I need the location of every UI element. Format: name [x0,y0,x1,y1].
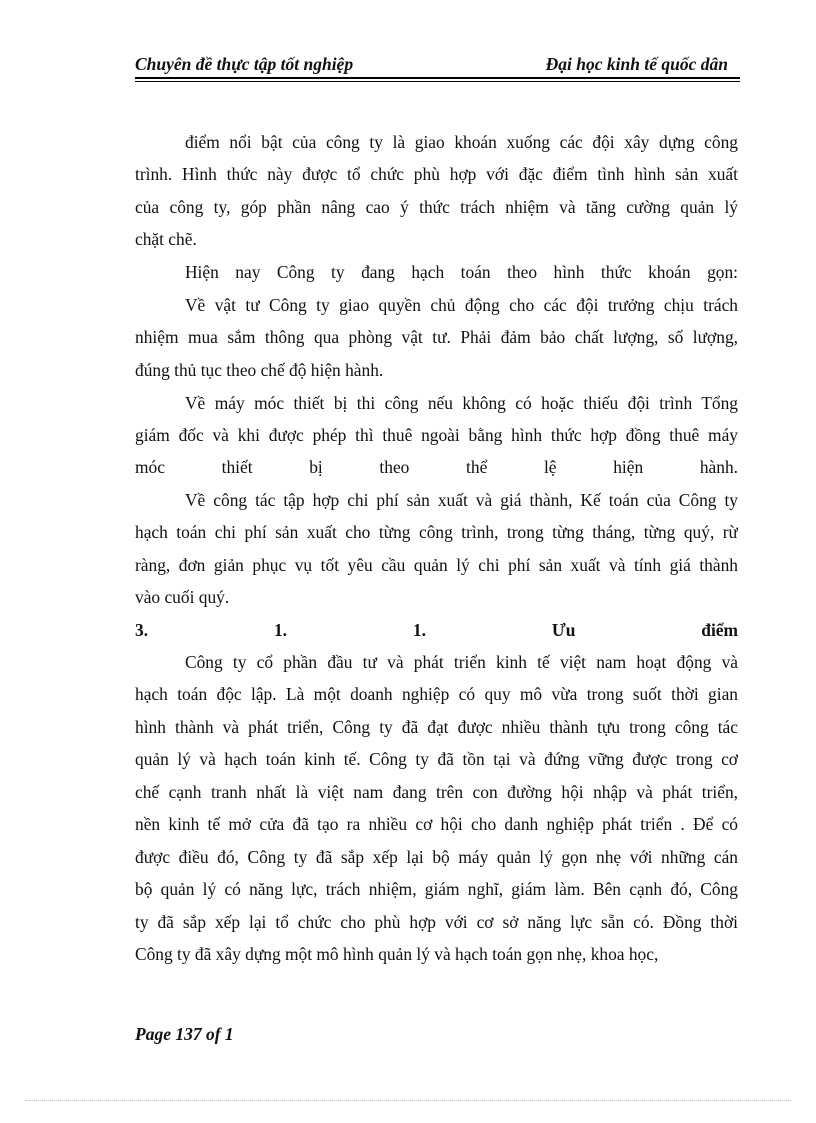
body-line: được điều đó, Công ty đã sắp xếp lại bộ máy quản lý gọn nhẹ với những cán [135,847,738,867]
header-rule-thick [135,77,740,79]
page-bottom-divider [25,1100,791,1101]
body-line: đúng thủ tục theo chế độ hiện hành. [135,360,384,380]
body-line: hạch toán độc lập. Là một doanh nghiệp có quy mô vừa trong suốt thời gian [135,684,738,704]
body-line: chế cạnh tranh nhất là việt nam đang trên con đường hội nhập và phát triển, [135,782,738,802]
body-line-spread [135,456,738,478]
heading-part: 3. [135,620,149,640]
spread-word: theo [379,457,410,477]
body-line: ràng, đơn giản phục vụ tốt yêu cầu quản lý chi phí sản xuất và tính giá thành [135,555,738,575]
heading-part: 1. [273,620,287,640]
spread-word: lệ [543,457,557,477]
header-rule-thin [135,81,740,82]
body-line: Hiện nay Công ty đang hạch toán theo hình thức khoán gọn: [185,262,738,282]
spread-word: thiết [221,457,253,477]
spread-word: hành. [699,457,738,477]
body-line: vào cuối quý. [135,587,230,607]
page-footer: Page 137 of 1 [135,1024,234,1044]
body-line: điểm nổi bật của công ty là giao khoán xuống các đội xây dựng công [185,132,738,152]
body-line: Về công tác tập hợp chi phí sản xuất và giá thành, Kế toán của Công ty [185,490,738,510]
body-line: Về vật tư Công ty giao quyền chủ động cho các đội trưởng chịu trách [185,295,738,315]
body-line: hạch toán chi phí sản xuất cho từng công trình, trong từng tháng, từng quý, rừ [135,522,738,542]
body-line: Công ty cổ phần đầu tư và phát triển kinh tế việt nam hoạt động và [185,652,738,672]
header-document-title: Chuyên đề thực tập tốt nghiệp [135,54,354,74]
header-university: Đại học kinh tế quốc dân [545,54,728,74]
body-line: của công ty, góp phần nâng cao ý thức trách nhiệm và tăng cường quản lý [135,197,738,217]
spread-word: móc [135,457,165,477]
body-line: Về máy móc thiết bị thi công nếu không có hoặc thiếu đội trình Tổng [185,393,738,413]
body-line: hình thành và phát triển, Công ty đã đạt được nhiều thành tựu trong công tác [135,717,738,737]
heading-part: Ưu [551,620,576,640]
heading-part: 1. [412,620,426,640]
spread-word: thể [466,457,488,477]
body-line: nhiệm mua sắm thông qua phòng vật tư. Phải đảm bảo chất lượng, số lượng, [135,327,738,347]
body-line: quản lý và hạch toán kinh tế. Công ty đã tồn tại và đứng vững được trong cơ [135,749,738,769]
spread-word: hiện [613,457,644,477]
body-line: nền kinh tế mở cửa đã tạo ra nhiều cơ hội cho danh nghiệp phát triển . Để có [135,814,738,834]
body-line: trình. Hình thức này được tổ chức phù hợp với đặc điểm tình hình sản xuất [135,164,738,184]
body-line: bộ quản lý có năng lực, trách nhiệm, giám nghĩ, giám làm. Bên cạnh đó, Công [135,879,738,899]
heading-part: điểm [701,620,738,640]
body-line: Công ty đã xây dựng một mô hình quản lý và hạch toán gọn nhẹ, khoa học, [135,944,659,964]
body-line: ty đã sắp xếp lại tổ chức cho phù hợp với cơ sở năng lực sẵn có. Đồng thời [135,912,738,932]
body-line: chặt chẽ. [135,229,197,249]
body-line: giám đốc và khi được phép thì thuê ngoài bằng hình thức hợp đồng thuê máy [135,425,738,445]
spread-word: bị [309,457,323,477]
section-heading [135,619,738,641]
page-header [135,52,740,78]
